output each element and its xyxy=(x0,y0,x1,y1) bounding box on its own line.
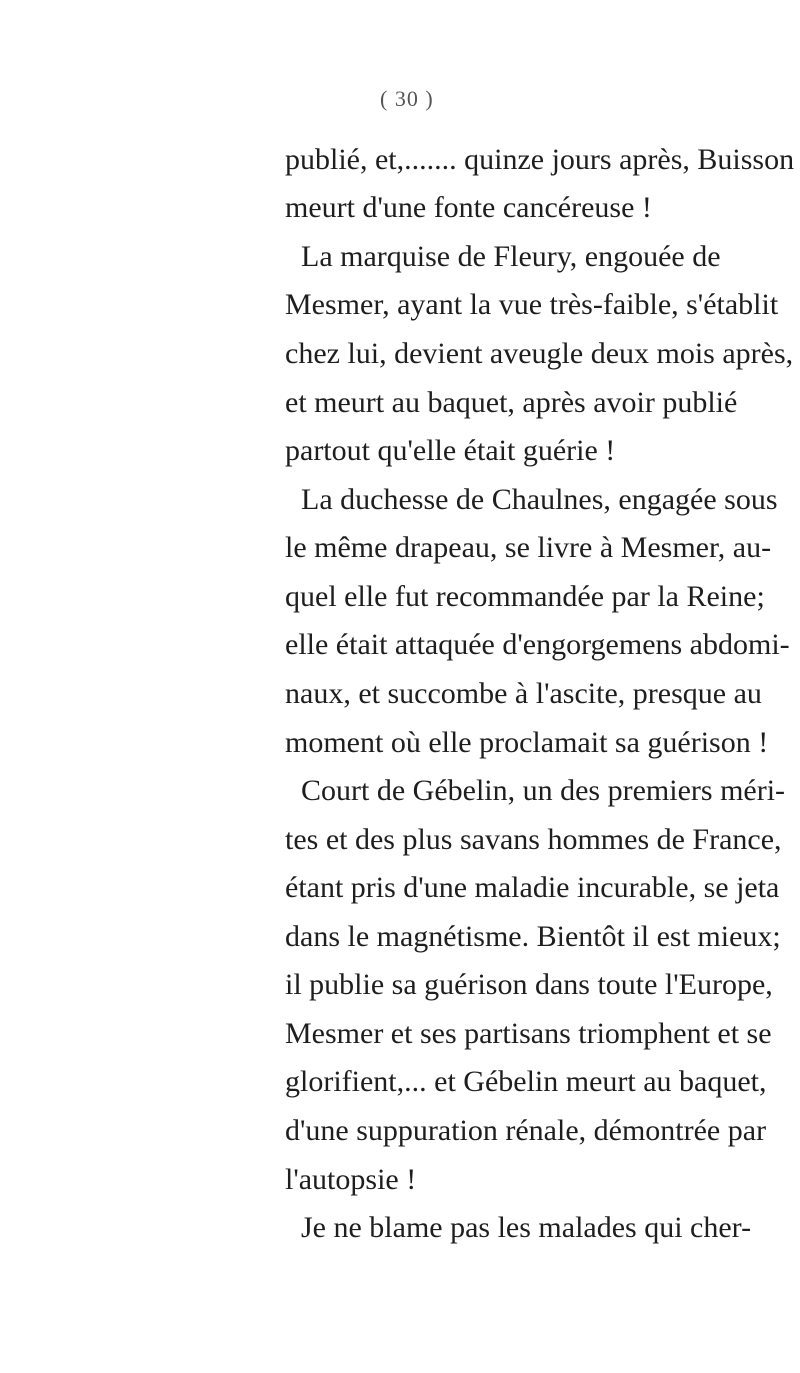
text-line: l'autopsie ! xyxy=(285,1163,417,1196)
text-line: elle était attaquée d'engorgemens abdomi- xyxy=(285,628,790,661)
text-line: partout qu'elle était guérie ! xyxy=(285,434,616,467)
text-line: le même drapeau, se livre à Mesmer, au- xyxy=(285,531,772,564)
text-line: étant pris d'une maladie incurable, se jeta xyxy=(285,871,780,904)
text-line: d'une suppuration rénale, démontrée par xyxy=(285,1114,767,1147)
text-line: publié, et,....... quinze jours après, Buisson xyxy=(285,143,795,176)
text-line: chez lui, devient aveugle deux mois après, xyxy=(285,337,794,370)
text-line: et meurt au baquet, après avoir publié xyxy=(285,386,738,419)
text-line: dans le magnétisme. Bientôt il est mieux; xyxy=(285,920,781,953)
text-line: Mesmer, ayant la vue très-faible, s'établit xyxy=(285,288,779,321)
text-line: La marquise de Fleury, engouée de xyxy=(301,240,721,273)
text-line: Je ne blame pas les malades qui cher- xyxy=(301,1211,752,1244)
text-line: glorifient,... et Gébelin meurt au baquet, xyxy=(285,1065,767,1098)
text-line: meurt d'une fonte cancéreuse ! xyxy=(285,191,652,224)
text-line: tes et des plus savans hommes de France, xyxy=(285,823,782,856)
text-line: quel elle fut recommandée par la Reine; xyxy=(285,580,765,613)
text-line: Court de Gébelin, un des premiers méri- xyxy=(301,774,786,807)
text-line: naux, et succombe à l'ascite, presque au xyxy=(285,677,762,710)
text-line: il publie sa guérison dans toute l'Europe, xyxy=(285,968,773,1001)
page-number: ( 30 ) xyxy=(380,86,434,111)
text-line: La duchesse de Chaulnes, engagée sous xyxy=(301,483,778,516)
text-line: Mesmer et ses partisans triomphent et se xyxy=(285,1017,772,1050)
text-line: moment où elle proclamait sa guérison ! xyxy=(285,726,769,759)
